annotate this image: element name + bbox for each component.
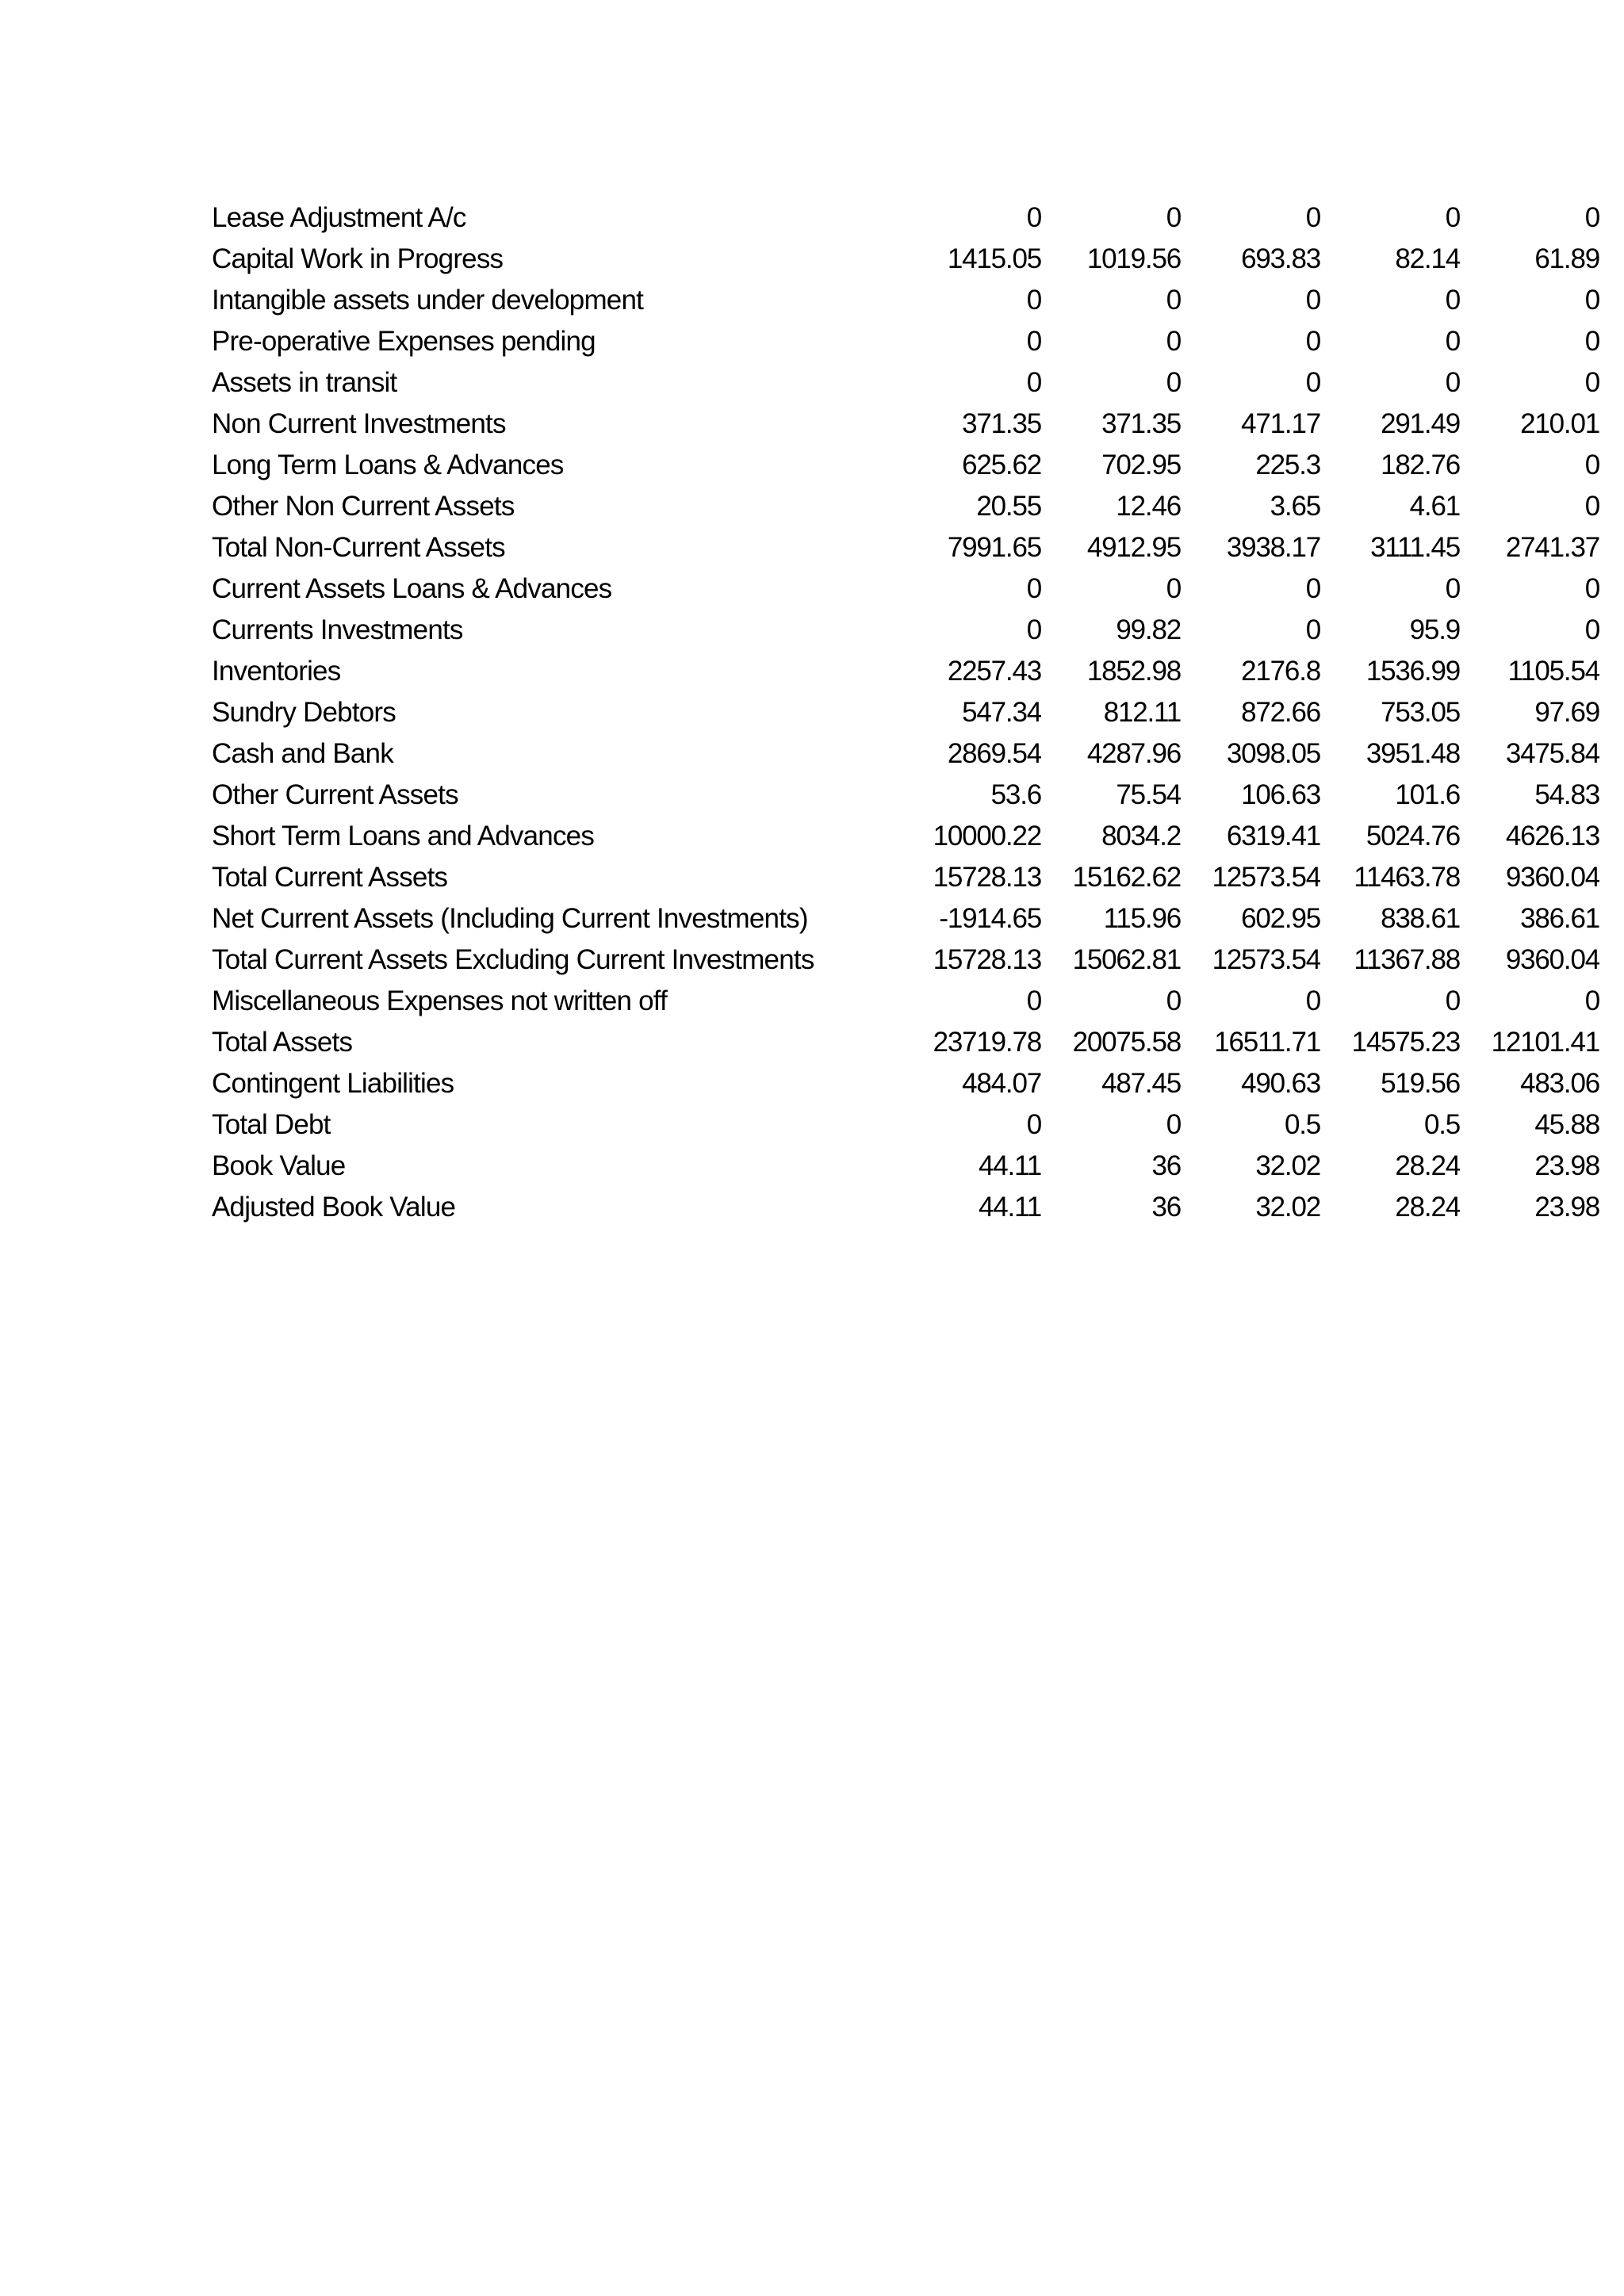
row-label: Contingent Liabilities: [212, 1068, 454, 1099]
table-row: [212, 486, 1599, 527]
row-value: 838.61: [1381, 903, 1460, 934]
row-value: 1536.99: [1365, 656, 1460, 687]
row-value: 0: [1166, 202, 1181, 233]
row-value: 3938.17: [1226, 532, 1320, 563]
row-value: 32.02: [1255, 1192, 1320, 1223]
row-value: 28.24: [1395, 1192, 1460, 1223]
row-value: 0: [1305, 985, 1320, 1016]
row-value: 0: [1166, 326, 1181, 357]
table-row: [212, 527, 1599, 568]
row-value: 872.66: [1241, 697, 1320, 728]
row-value: 0: [1166, 985, 1181, 1016]
balance-sheet-page: [212, 197, 1599, 1228]
row-value: 11367.88: [1354, 944, 1460, 975]
row-value: 45.88: [1534, 1109, 1599, 1140]
row-value: 23.98: [1534, 1150, 1599, 1181]
row-value: 3098.05: [1226, 738, 1320, 769]
row-value: 0.5: [1284, 1109, 1320, 1140]
table-row: [212, 1104, 1599, 1146]
row-value: 210.01: [1520, 408, 1599, 439]
row-value: 115.96: [1103, 903, 1181, 934]
row-label: Pre-operative Expenses pending: [212, 326, 596, 357]
row-value: -1914.65: [939, 903, 1041, 934]
row-value: 0: [1026, 614, 1041, 645]
row-label: Cash and Bank: [212, 738, 393, 769]
row-label: Lease Adjustment A/c: [212, 202, 466, 233]
row-value: 16511.71: [1214, 1027, 1320, 1058]
table-row: [212, 733, 1599, 775]
row-value: 225.3: [1255, 450, 1320, 480]
row-label: Inventories: [212, 656, 341, 687]
row-label: Non Current Investments: [212, 408, 506, 439]
row-value: 44.11: [979, 1192, 1041, 1223]
row-value: 0: [1026, 985, 1041, 1016]
table-row: [212, 362, 1599, 404]
row-value: 1852.98: [1086, 656, 1181, 687]
row-value: 0: [1305, 202, 1320, 233]
row-value: 1415.05: [947, 243, 1041, 274]
row-label: Sundry Debtors: [212, 697, 396, 728]
row-value: 0: [1445, 326, 1460, 357]
row-value: 4912.95: [1086, 532, 1181, 563]
row-value: 75.54: [1116, 779, 1181, 810]
row-value: 23.98: [1534, 1192, 1599, 1223]
row-value: 0: [1166, 1109, 1181, 1140]
table-row: [212, 197, 1599, 239]
row-value: 4.61: [1409, 491, 1460, 522]
row-value: 0: [1584, 985, 1599, 1016]
row-value: 15728.13: [933, 944, 1041, 975]
row-value: 0: [1584, 491, 1599, 522]
row-value: 182.76: [1381, 450, 1460, 480]
row-label: Total Debt: [212, 1109, 331, 1140]
row-value: 1019.56: [1086, 243, 1181, 274]
table-row: [212, 321, 1599, 362]
row-value: 12573.54: [1212, 862, 1320, 893]
row-value: 0: [1026, 367, 1041, 398]
row-value: 0: [1445, 202, 1460, 233]
row-label: Assets in transit: [212, 367, 397, 398]
row-label: Book Value: [212, 1150, 346, 1181]
row-value: 483.06: [1520, 1068, 1599, 1099]
row-label: Other Current Assets: [212, 779, 458, 810]
row-value: 3111.45: [1370, 532, 1460, 563]
row-value: 36: [1151, 1150, 1181, 1181]
table-row: [212, 692, 1599, 733]
table-row: [212, 939, 1599, 981]
row-value: 625.62: [962, 450, 1041, 480]
row-value: 4287.96: [1086, 738, 1181, 769]
row-value: 5024.76: [1365, 821, 1460, 851]
table-row: [212, 981, 1599, 1022]
row-label: Short Term Loans and Advances: [212, 821, 595, 851]
row-value: 23719.78: [933, 1027, 1041, 1058]
row-value: 487.45: [1101, 1068, 1181, 1099]
row-value: 753.05: [1381, 697, 1460, 728]
row-value: 0.5: [1423, 1109, 1460, 1140]
row-value: 61.89: [1534, 243, 1599, 274]
row-value: 12101.41: [1491, 1027, 1599, 1058]
table-row: [212, 280, 1599, 321]
row-value: 0: [1305, 573, 1320, 604]
row-label: Total Assets: [212, 1027, 353, 1058]
table-body: [212, 197, 1599, 1228]
row-value: 0: [1445, 573, 1460, 604]
row-value: 10000.22: [933, 821, 1041, 851]
row-value: 0: [1026, 326, 1041, 357]
row-value: 0: [1445, 285, 1460, 316]
row-label: Adjusted Book Value: [212, 1192, 456, 1223]
table-row: [212, 1146, 1599, 1187]
row-value: 0: [1305, 614, 1320, 645]
row-value: 3475.84: [1505, 738, 1599, 769]
table-row: [212, 857, 1599, 898]
row-label: Other Non Current Assets: [212, 491, 515, 522]
row-value: 3.65: [1270, 491, 1320, 522]
row-value: 0: [1166, 367, 1181, 398]
row-value: 4626.13: [1505, 821, 1599, 851]
row-value: 20075.58: [1072, 1027, 1181, 1058]
row-value: 11463.78: [1354, 862, 1460, 893]
row-value: 812.11: [1103, 697, 1181, 728]
row-value: 28.24: [1395, 1150, 1460, 1181]
table-row: [212, 898, 1599, 939]
row-value: 602.95: [1241, 903, 1320, 934]
row-value: 15162.62: [1072, 862, 1181, 893]
row-value: 490.63: [1241, 1068, 1320, 1099]
row-value: 7991.65: [947, 532, 1041, 563]
balance-sheet-table: [212, 197, 1599, 1228]
row-value: 101.6: [1395, 779, 1460, 810]
row-label: Net Current Assets (Including Current Investments): [212, 903, 808, 934]
row-value: 2741.37: [1505, 532, 1599, 563]
row-value: 2257.43: [947, 656, 1041, 687]
table-row: [212, 239, 1599, 280]
table-row: [212, 568, 1599, 610]
row-value: 0: [1166, 285, 1181, 316]
row-value: 0: [1584, 367, 1599, 398]
row-value: 693.83: [1241, 243, 1320, 274]
table-row: [212, 651, 1599, 692]
row-value: 20.55: [976, 491, 1041, 522]
row-label: Total Current Assets: [212, 862, 448, 893]
row-value: 53.6: [990, 779, 1041, 810]
row-value: 484.07: [962, 1068, 1041, 1099]
row-value: 0: [1445, 367, 1460, 398]
row-value: 32.02: [1255, 1150, 1320, 1181]
row-value: 82.14: [1395, 243, 1460, 274]
row-value: 8034.2: [1101, 821, 1181, 851]
row-value: 0: [1584, 326, 1599, 357]
row-value: 0: [1026, 573, 1041, 604]
row-value: 15728.13: [933, 862, 1041, 893]
row-value: 702.95: [1101, 450, 1181, 480]
row-value: 9360.04: [1505, 862, 1599, 893]
row-value: 0: [1026, 202, 1041, 233]
row-value: 0: [1584, 450, 1599, 480]
row-value: 386.61: [1520, 903, 1599, 934]
row-value: 547.34: [962, 697, 1041, 728]
row-value: 1105.54: [1507, 656, 1599, 687]
row-value: 95.9: [1409, 614, 1460, 645]
row-label: Total Current Assets Excluding Current Investments: [212, 944, 814, 975]
row-value: 99.82: [1116, 614, 1181, 645]
row-value: 0: [1026, 285, 1041, 316]
table-row: [212, 404, 1599, 445]
row-value: 9360.04: [1505, 944, 1599, 975]
table-row: [212, 1063, 1599, 1104]
row-value: 371.35: [962, 408, 1041, 439]
row-value: 12573.54: [1212, 944, 1320, 975]
row-value: 0: [1584, 614, 1599, 645]
row-value: 471.17: [1241, 408, 1320, 439]
row-value: 6319.41: [1226, 821, 1320, 851]
row-value: 14575.23: [1351, 1027, 1460, 1058]
row-label: Long Term Loans & Advances: [212, 450, 564, 480]
row-value: 371.35: [1101, 408, 1181, 439]
row-value: 0: [1445, 985, 1460, 1016]
table-row: [212, 610, 1599, 651]
table-row: [212, 816, 1599, 857]
row-label: Miscellaneous Expenses not written off: [212, 985, 667, 1016]
row-value: 2176.8: [1241, 656, 1320, 687]
row-label: Capital Work in Progress: [212, 243, 504, 274]
row-value: 0: [1026, 1109, 1041, 1140]
table-row: [212, 775, 1599, 816]
row-value: 106.63: [1241, 779, 1320, 810]
table-row: [212, 1187, 1599, 1228]
row-value: 519.56: [1381, 1068, 1460, 1099]
row-value: 0: [1584, 573, 1599, 604]
row-value: 12.46: [1116, 491, 1181, 522]
table-row: [212, 445, 1599, 486]
row-value: 0: [1305, 285, 1320, 316]
row-value: 54.83: [1534, 779, 1599, 810]
row-value: 2869.54: [947, 738, 1041, 769]
row-value: 97.69: [1534, 697, 1599, 728]
row-value: 36: [1151, 1192, 1181, 1223]
table-row: [212, 1022, 1599, 1063]
row-value: 0: [1584, 285, 1599, 316]
row-value: 44.11: [979, 1150, 1041, 1181]
row-label: Currents Investments: [212, 614, 463, 645]
row-label: Total Non-Current Assets: [212, 532, 505, 563]
row-value: 0: [1305, 326, 1320, 357]
row-value: 3951.48: [1365, 738, 1460, 769]
row-value: 0: [1166, 573, 1181, 604]
row-label: Intangible assets under development: [212, 285, 644, 316]
row-value: 0: [1584, 202, 1599, 233]
row-label: Current Assets Loans & Advances: [212, 573, 612, 604]
row-value: 291.49: [1381, 408, 1460, 439]
row-value: 0: [1305, 367, 1320, 398]
row-value: 15062.81: [1072, 944, 1181, 975]
